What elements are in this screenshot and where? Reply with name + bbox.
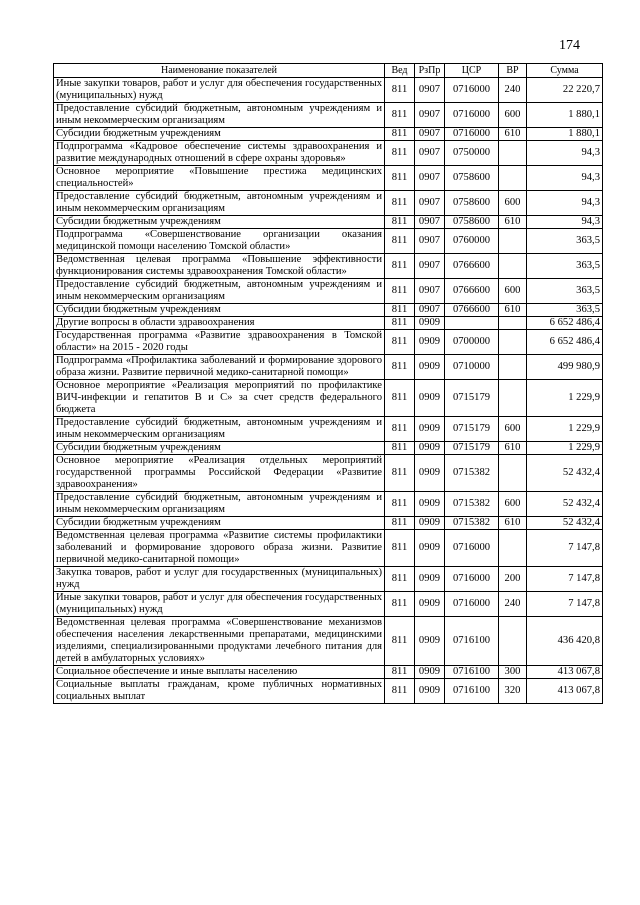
cell-vr: 610: [499, 517, 527, 530]
cell-rzpr: 0909: [415, 517, 445, 530]
cell-csr: 0716000: [445, 592, 499, 617]
cell-vr: [499, 455, 527, 492]
table-row: [54, 279, 603, 304]
cell-ved: 811: [385, 254, 415, 279]
cell-name: Основное мероприятие «Повышение престижа медицинских специальностей»: [54, 166, 385, 191]
cell-ved: 811: [385, 128, 415, 141]
table-row: [54, 141, 603, 166]
cell-vr: 600: [499, 417, 527, 442]
cell-rzpr: 0909: [415, 455, 445, 492]
cell-vr: [499, 330, 527, 355]
cell-csr: 0715382: [445, 455, 499, 492]
cell-vr: [499, 254, 527, 279]
cell-ved: 811: [385, 492, 415, 517]
cell-vr: 610: [499, 442, 527, 455]
cell-vr: 600: [499, 492, 527, 517]
cell-rzpr: 0909: [415, 492, 445, 517]
cell-rzpr: 0907: [415, 254, 445, 279]
cell-vr: [499, 141, 527, 166]
cell-ved: 811: [385, 380, 415, 417]
cell-csr: 0715179: [445, 417, 499, 442]
cell-name: Субсидии бюджетным учреждениям: [54, 442, 385, 455]
cell-csr: 0715382: [445, 492, 499, 517]
cell-ved: 811: [385, 530, 415, 567]
cell-vr: 300: [499, 666, 527, 679]
cell-name: Подпрограмма «Кадровое обеспечение системы здравоохранения и развитие международных отношений в сфере охраны здоровья»: [54, 141, 385, 166]
cell-sum: 1 880,1: [527, 103, 603, 128]
cell-sum: 94,3: [527, 166, 603, 191]
cell-rzpr: 0907: [415, 229, 445, 254]
cell-csr: 0716000: [445, 567, 499, 592]
cell-vr: 240: [499, 78, 527, 103]
cell-sum: 363,5: [527, 304, 603, 317]
cell-ved: 811: [385, 442, 415, 455]
cell-ved: 811: [385, 78, 415, 103]
table-row: [54, 355, 603, 380]
cell-name: Другие вопросы в области здравоохранения: [54, 317, 385, 330]
cell-sum: 6 652 486,4: [527, 330, 603, 355]
header-csr: ЦСР: [445, 64, 499, 78]
cell-csr: 0766600: [445, 304, 499, 317]
cell-sum: 499 980,9: [527, 355, 603, 380]
header-rzpr: РзПр: [415, 64, 445, 78]
cell-vr: [499, 166, 527, 191]
cell-vr: 600: [499, 279, 527, 304]
cell-ved: 811: [385, 592, 415, 617]
cell-name: Субсидии бюджетным учреждениям: [54, 304, 385, 317]
cell-csr: 0715382: [445, 517, 499, 530]
cell-sum: 436 420,8: [527, 617, 603, 666]
header-row: [54, 64, 603, 78]
cell-csr: 0758600: [445, 216, 499, 229]
cell-name: Субсидии бюджетным учреждениям: [54, 216, 385, 229]
cell-rzpr: 0907: [415, 304, 445, 317]
cell-ved: 811: [385, 679, 415, 704]
cell-sum: 363,5: [527, 279, 603, 304]
header-ved: Вед: [385, 64, 415, 78]
cell-csr: 0715179: [445, 442, 499, 455]
cell-sum: 94,3: [527, 216, 603, 229]
cell-name: Социальные выплаты гражданам, кроме публичных нормативных социальных выплат: [54, 679, 385, 704]
cell-vr: 600: [499, 103, 527, 128]
cell-rzpr: 0907: [415, 128, 445, 141]
cell-name: Субсидии бюджетным учреждениям: [54, 517, 385, 530]
cell-csr: 0758600: [445, 166, 499, 191]
cell-ved: 811: [385, 166, 415, 191]
cell-vr: 610: [499, 128, 527, 141]
cell-name: Социальное обеспечение и иные выплаты населению: [54, 666, 385, 679]
table-row: [54, 567, 603, 592]
cell-csr: 0716100: [445, 617, 499, 666]
cell-rzpr: 0909: [415, 380, 445, 417]
cell-rzpr: 0909: [415, 317, 445, 330]
table-row: [54, 417, 603, 442]
cell-name: Подпрограмма «Профилактика заболеваний и формирование здорового образа жизни. Развитие первичной медико-санитарной помощи»: [54, 355, 385, 380]
cell-csr: 0716000: [445, 530, 499, 567]
cell-sum: 1 880,1: [527, 128, 603, 141]
cell-rzpr: 0909: [415, 330, 445, 355]
cell-csr: 0716000: [445, 128, 499, 141]
cell-name: Предоставление субсидий бюджетным, автономным учреждениям и иным некоммерческим организациям: [54, 103, 385, 128]
cell-name: Основное мероприятие «Реализация отдельных мероприятий государственной программы Российской Федерации «Развитие здравоохранения»: [54, 455, 385, 492]
cell-ved: 811: [385, 517, 415, 530]
table-row: [54, 530, 603, 567]
cell-ved: 811: [385, 417, 415, 442]
cell-rzpr: 0909: [415, 567, 445, 592]
cell-ved: 811: [385, 355, 415, 380]
cell-rzpr: 0909: [415, 666, 445, 679]
cell-sum: 7 147,8: [527, 530, 603, 567]
header-name: Наименование показателей: [54, 64, 385, 78]
table-row: [54, 216, 603, 229]
cell-csr: 0760000: [445, 229, 499, 254]
cell-rzpr: 0909: [415, 355, 445, 380]
cell-csr: 0716100: [445, 666, 499, 679]
cell-csr: 0715179: [445, 380, 499, 417]
cell-rzpr: 0909: [415, 592, 445, 617]
cell-csr: 0766600: [445, 279, 499, 304]
cell-name: Государственная программа «Развитие здравоохранения в Томской области» на 2015 - 2020 годы: [54, 330, 385, 355]
cell-sum: 363,5: [527, 229, 603, 254]
cell-vr: [499, 617, 527, 666]
cell-sum: 52 432,4: [527, 492, 603, 517]
cell-sum: 1 229,9: [527, 417, 603, 442]
cell-name: Предоставление субсидий бюджетным, автономным учреждениям и иным некоммерческим организациям: [54, 279, 385, 304]
cell-vr: [499, 229, 527, 254]
cell-sum: 1 229,9: [527, 442, 603, 455]
cell-vr: [499, 355, 527, 380]
cell-sum: 7 147,8: [527, 567, 603, 592]
cell-sum: 94,3: [527, 141, 603, 166]
cell-name: Предоставление субсидий бюджетным, автономным учреждениям и иным некоммерческим организациям: [54, 191, 385, 216]
budget-table: [53, 63, 603, 704]
cell-sum: 7 147,8: [527, 592, 603, 617]
cell-ved: 811: [385, 229, 415, 254]
cell-vr: 600: [499, 191, 527, 216]
cell-csr: 0700000: [445, 330, 499, 355]
cell-ved: 811: [385, 191, 415, 216]
cell-rzpr: 0907: [415, 166, 445, 191]
page-number: 174: [559, 38, 580, 53]
cell-name: Ведомственная целевая программа «Повышение эффективности функционирования системы здравоохранения Томской области»: [54, 254, 385, 279]
cell-csr: 0716000: [445, 103, 499, 128]
cell-sum: 94,3: [527, 191, 603, 216]
cell-name: Субсидии бюджетным учреждениям: [54, 128, 385, 141]
cell-sum: 413 067,8: [527, 666, 603, 679]
cell-sum: 22 220,7: [527, 78, 603, 103]
cell-rzpr: 0907: [415, 141, 445, 166]
table-row: [54, 442, 603, 455]
table-row: [54, 517, 603, 530]
cell-sum: 6 652 486,4: [527, 317, 603, 330]
cell-rzpr: 0907: [415, 279, 445, 304]
table-row: [54, 254, 603, 279]
table-row: [54, 330, 603, 355]
cell-name: Закупка товаров, работ и услуг для государственных (муниципальных) нужд: [54, 567, 385, 592]
cell-vr: [499, 530, 527, 567]
cell-csr: 0716100: [445, 679, 499, 704]
table-row: [54, 304, 603, 317]
table-row: [54, 592, 603, 617]
cell-name: Ведомственная целевая программа «Развитие системы профилактики заболеваний и формирование здорового образа жизни. Развитие первичной медико-санитарной помощи»: [54, 530, 385, 567]
cell-rzpr: 0907: [415, 216, 445, 229]
table-row: [54, 229, 603, 254]
cell-vr: [499, 317, 527, 330]
cell-rzpr: 0909: [415, 530, 445, 567]
table-row: [54, 455, 603, 492]
header-vr: ВР: [499, 64, 527, 78]
cell-rzpr: 0909: [415, 679, 445, 704]
cell-vr: 320: [499, 679, 527, 704]
cell-ved: 811: [385, 317, 415, 330]
table-row: [54, 666, 603, 679]
cell-ved: 811: [385, 330, 415, 355]
cell-csr: 0710000: [445, 355, 499, 380]
cell-csr: 0758600: [445, 191, 499, 216]
cell-rzpr: 0909: [415, 417, 445, 442]
cell-name: Предоставление субсидий бюджетным, автономным учреждениям и иным некоммерческим организациям: [54, 492, 385, 517]
cell-vr: 200: [499, 567, 527, 592]
cell-vr: 610: [499, 304, 527, 317]
cell-vr: 610: [499, 216, 527, 229]
table-row: [54, 128, 603, 141]
cell-rzpr: 0907: [415, 103, 445, 128]
cell-ved: 811: [385, 279, 415, 304]
cell-ved: 811: [385, 455, 415, 492]
cell-rzpr: 0909: [415, 442, 445, 455]
table-row: [54, 191, 603, 216]
cell-name: Ведомственная целевая программа «Совершенствование механизмов обеспечения населения лекарственными препаратами, медицинскими изделиями, специализированными продуктами лечебного питания для детей в амбулаторных условиях»: [54, 617, 385, 666]
cell-ved: 811: [385, 666, 415, 679]
cell-sum: 363,5: [527, 254, 603, 279]
cell-rzpr: 0909: [415, 617, 445, 666]
cell-name: Иные закупки товаров, работ и услуг для обеспечения государственных (муниципальных) нужд: [54, 78, 385, 103]
cell-sum: 413 067,8: [527, 679, 603, 704]
table-row: [54, 78, 603, 103]
cell-ved: 811: [385, 103, 415, 128]
cell-csr: 0750000: [445, 141, 499, 166]
cell-vr: 240: [499, 592, 527, 617]
cell-name: Подпрограмма «Совершенствование организации оказания медицинской помощи населению Томской области»: [54, 229, 385, 254]
header-sum: Сумма: [527, 64, 603, 78]
cell-ved: 811: [385, 141, 415, 166]
cell-name: Иные закупки товаров, работ и услуг для обеспечения государственных (муниципальных) нужд: [54, 592, 385, 617]
cell-ved: 811: [385, 304, 415, 317]
table-row: [54, 617, 603, 666]
cell-csr: 0766600: [445, 254, 499, 279]
table-row: [54, 317, 603, 330]
table-header: [54, 64, 603, 78]
cell-ved: 811: [385, 216, 415, 229]
table-row: [54, 492, 603, 517]
table-row: [54, 380, 603, 417]
cell-csr: 0716000: [445, 78, 499, 103]
cell-ved: 811: [385, 567, 415, 592]
table-body: [54, 78, 603, 704]
table-row: [54, 166, 603, 191]
cell-sum: 52 432,4: [527, 455, 603, 492]
cell-vr: [499, 380, 527, 417]
cell-sum: 52 432,4: [527, 517, 603, 530]
cell-name: Предоставление субсидий бюджетным, автономным учреждениям и иным некоммерческим организациям: [54, 417, 385, 442]
cell-rzpr: 0907: [415, 191, 445, 216]
table-row: [54, 103, 603, 128]
cell-rzpr: 0907: [415, 78, 445, 103]
cell-name: Основное мероприятие «Реализация мероприятий по профилактике ВИЧ-инфекции и гепатитов В и С» за счет средств федерального бюджета: [54, 380, 385, 417]
cell-csr: [445, 317, 499, 330]
cell-sum: 1 229,9: [527, 380, 603, 417]
table-row: [54, 679, 603, 704]
cell-ved: 811: [385, 617, 415, 666]
